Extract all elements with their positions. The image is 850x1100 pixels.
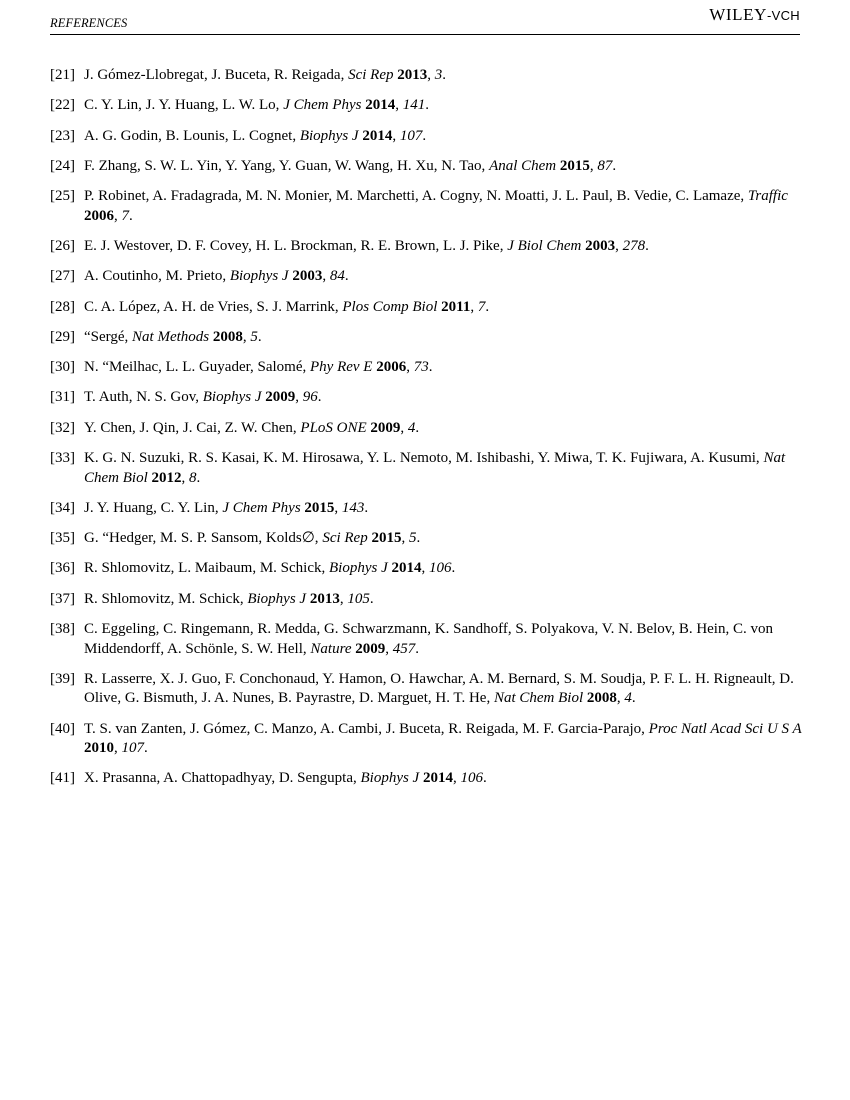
reference-number: [22] [50,97,75,114]
reference-journal: Nat Chem Biol [493,690,584,707]
reference-authors: E. J. Westover, D. F. Covey, H. L. Brockman, R. E. Brown, L. J. Pike, [84,237,504,254]
reference-authors: Y. Chen, J. Qin, J. Cai, Z. W. Chen, [84,419,297,436]
reference-year: 2013 [309,590,340,607]
reference-item: [25] P. Robinet, A. Fradagrada, M. N. Monier, M. Marchetti, A. Cogny, N. Moatti, J. L. Paul, B. Vedie, C. Lamaze, Traffic 2006, 7. [50,188,788,224]
reference-year: 2003 [292,268,323,285]
reference-journal: Nat Methods [132,328,210,345]
reference-year: 2015 [304,499,335,516]
reference-list [50,66,802,800]
reference-journal: Nature [310,640,352,657]
reference-year: 2011 [441,298,471,315]
reference-authors: R. Shlomovitz, M. Schick, [84,590,244,607]
reference-journal: Biophys J [329,560,388,577]
reference-authors: X. Prasanna, A. Chattopadhyay, D. Sengupta, [84,770,357,787]
reference-journal: Biophys J [360,770,420,787]
reference-year: 2006 [84,207,114,224]
reference-authors: R. Lasserre, X. J. Guo, F. Conchonaud, Y. Hamon, O. Hawchar, A. M. Bernard, S. M. Soudja, P. F. L. H. Rigneault, D. Olive, G. Bismuth, J. A. Nunes, B. Payrastre, D. Marguet, H. T. He, [84,670,794,707]
reference-item: [41] X. Prasanna, A. Chattopadhyay, D. Sengupta, Biophys J 2014, 106. [50,769,802,789]
reference-volume: 107 [399,127,423,144]
reference-volume: 5 [250,328,258,345]
reference-volume: 96 [302,389,318,406]
reference-number: [31] [50,389,75,406]
reference-item: [32] Y. Chen, J. Qin, J. Cai, Z. W. Chen, PLoS ONE 2009, 4. [50,419,802,439]
reference-number: [33] [50,450,75,467]
reference-journal: Phy Rev E [310,359,373,376]
reference-journal: Plos Comp Biol [342,298,438,315]
page-header [50,0,800,35]
reference-item: [21] J. Gómez-Llobregat, J. Buceta, R. Reigada, Sci Rep 2013, 3. [50,66,802,86]
reference-volume: 105 [347,590,370,607]
reference-number: [35] [50,530,75,547]
reference-year: 2014 [391,560,422,577]
reference-authors: G. “Hedger, M. S. P. Sansom, Kolds∅, [84,530,319,547]
reference-year: 2014 [365,97,396,114]
reference-authors: F. Zhang, S. W. L. Yin, Y. Yang, Y. Guan, W. Wang, H. Xu, N. Tao, [84,157,486,174]
reference-journal: Biophys J [247,590,307,607]
reference-journal: Proc Natl Acad Sci U S A [648,720,802,737]
reference-volume: 106 [460,770,483,787]
reference-item: [35] G. “Hedger, M. S. P. Sansom, Kolds∅, Sci Rep 2015, 5. [50,529,802,549]
reference-authors: K. G. N. Suzuki, R. S. Kasai, K. M. Hirosawa, Y. L. Nemoto, M. Ishibashi, Y. Miwa, T. K. Fujiwara, A. Kusumi, [84,450,760,467]
reference-journal: Biophys J [299,127,359,144]
reference-journal: Sci Rep [348,67,394,83]
reference-authors: T. S. van Zanten, J. Gómez, C. Manzo, A. Cambi, J. Buceta, R. Reigada, M. F. Garcia-Parajo, [84,720,645,737]
reference-journal: PLoS ONE [300,419,367,436]
reference-authors: J. Gómez-Llobregat, J. Buceta, R. Reigada, [84,67,345,83]
reference-volume: 84 [329,268,345,285]
reference-item: [37] R. Shlomovitz, M. Schick, Biophys J 2013, 105. [50,590,802,610]
reference-number: [34] [50,499,75,516]
reference-year: 2009 [355,640,386,657]
reference-volume: 3 [434,67,443,83]
reference-item: [38] C. Eggeling, C. Ringemann, R. Medda, G. Schwarzmann, K. Sandhoff, S. Polyakova, V. N. Belov, B. Hein, C. von Middendorff, A. Schönle, S. W. Hell, Nature 2009, 457. [50,621,773,657]
reference-volume: 7 [477,298,486,315]
reference-authors: “Sergé, [84,328,129,345]
reference-number: [40] [50,720,75,737]
reference-journal: Anal Chem [489,157,557,174]
reference-journal: J Chem Phys [283,97,362,114]
reference-volume: 73 [413,359,429,376]
reference-number: [37] [50,590,75,607]
reference-item: [39] R. Lasserre, X. J. Guo, F. Conchonaud, Y. Hamon, O. Hawchar, A. M. Bernard, S. M. Soudja, P. F. L. H. Rigneault, D. Olive, G. Bismuth, J. A. Nunes, B. Payrastre, D. Marguet, H. T. He, Nat Chem Biol 2008, 4. [50,670,794,707]
section-title: REFERENCES [50,16,128,30]
reference-year: 2015 [371,530,402,547]
reference-year: 2012 [151,469,182,486]
reference-number: [39] [50,670,75,687]
reference-authors: C. A. López, A. H. de Vries, S. J. Marrink, [84,298,339,315]
reference-year: 2003 [585,237,616,254]
reference-year: 2008 [212,328,243,345]
reference-item: [27] A. Coutinho, M. Prieto, Biophys J 2003, 84. [50,267,802,287]
reference-number: [27] [50,268,75,285]
reference-item: [40] T. S. van Zanten, J. Gómez, C. Manzo, A. Cambi, J. Buceta, R. Reigada, M. F. Garcia-Parajo, Proc Natl Acad Sci U S A 2010, 107. [50,720,802,757]
reference-volume: 4 [624,690,632,707]
reference-journal: J Chem Phys [222,499,301,516]
reference-journal: Nat Chem Biol [84,450,786,486]
reference-volume: 5 [408,530,417,547]
reference-volume: 8 [189,469,197,486]
reference-authors: T. Auth, N. S. Gov, [84,389,200,406]
reference-volume: 141 [402,97,426,114]
reference-item: [31] T. Auth, N. S. Gov, Biophys J 2009, 96. [50,388,802,408]
reference-number: [23] [50,127,75,144]
reference-item: [33] K. G. N. Suzuki, R. S. Kasai, K. M. Hirosawa, Y. L. Nemoto, M. Ishibashi, Y. Miwa, T. K. Fujiwara, A. Kusumi, Nat Chem Biol 2012, 8. [50,450,786,486]
reference-volume: 143 [341,499,365,516]
reference-year: 2010 [84,740,114,757]
reference-item: [26] E. J. Westover, D. F. Covey, H. L. Brockman, R. E. Brown, L. J. Pike, J Biol Chem 2003, 278. [50,237,802,257]
reference-year: 2009 [370,419,401,436]
reference-authors: P. Robinet, A. Fradagrada, M. N. Monier, M. Marchetti, A. Cogny, N. Moatti, J. L. Paul, B. Vedie, C. Lamaze, [84,188,745,205]
reference-item: [30] N. “Meilhac, L. L. Guyader, Salomé, Phy Rev E 2006, 73. [50,358,802,378]
reference-volume: 87 [597,157,613,174]
reference-volume: 7 [121,207,129,224]
reference-authors: J. Y. Huang, C. Y. Lin, [84,499,219,516]
reference-number: [30] [50,359,75,376]
reference-authors: C. Y. Lin, J. Y. Huang, L. W. Lo, [84,97,280,114]
reference-authors: N. “Meilhac, L. L. Guyader, Salomé, [84,359,307,376]
reference-number: [32] [50,419,75,436]
publisher-logo [709,5,800,25]
reference-volume: 106 [428,560,452,577]
reference-volume: 278 [622,237,646,254]
reference-journal: J Biol Chem [507,237,582,254]
reference-year: 2013 [397,67,428,83]
reference-item: [24] F. Zhang, S. W. L. Yin, Y. Yang, Y. Guan, W. Wang, H. Xu, N. Tao, Anal Chem 2015, 87. [50,157,802,177]
reference-authors: A. Coutinho, M. Prieto, [84,268,227,285]
reference-journal: Biophys J [229,268,289,285]
reference-year: 2014 [362,127,393,144]
reference-number: [26] [50,237,75,254]
reference-journal: Traffic [747,188,788,205]
reference-year: 2009 [265,389,296,406]
reference-item: [29] “Sergé, Nat Methods 2008, 5. [50,328,802,348]
reference-volume: 4 [407,419,416,436]
reference-number: [21] [50,67,75,83]
publisher-logo-sub: -VCH [767,8,800,23]
reference-year: 2006 [376,359,407,376]
publisher-logo-main: WILEY [709,5,768,24]
reference-item: [23] A. G. Godin, B. Lounis, L. Cognet, Biophys J 2014, 107. [50,127,802,147]
reference-journal: Sci Rep [322,530,368,547]
reference-authors: A. G. Godin, B. Lounis, L. Cognet, [84,127,297,144]
reference-authors: R. Shlomovitz, L. Maibaum, M. Schick, [84,560,326,577]
reference-number: [29] [50,328,75,345]
reference-year: 2015 [559,157,590,174]
reference-item: [36] R. Shlomovitz, L. Maibaum, M. Schick, Biophys J 2014, 106. [50,559,802,579]
reference-item: [34] J. Y. Huang, C. Y. Lin, J Chem Phys 2015, 143. [50,499,802,519]
reference-number: [41] [50,770,75,787]
reference-volume: 107 [121,740,144,757]
reference-year: 2014 [422,770,453,787]
reference-journal: Biophys J [202,389,262,406]
reference-authors: C. Eggeling, C. Ringemann, R. Medda, G. Schwarzmann, K. Sandhoff, S. Polyakova, V. N. Belov, B. Hein, C. von Middendorff, A. Schönle, S. W. Hell, [84,621,773,657]
reference-number: [38] [50,621,75,638]
reference-item: [28] C. A. López, A. H. de Vries, S. J. Marrink, Plos Comp Biol 2011, 7. [50,298,802,318]
reference-item: [22] C. Y. Lin, J. Y. Huang, L. W. Lo, J Chem Phys 2014, 141. [50,96,802,116]
reference-number: [28] [50,298,75,315]
reference-year: 2008 [586,690,617,707]
reference-number: [36] [50,560,75,577]
reference-number: [24] [50,157,75,174]
reference-volume: 457 [392,640,416,657]
reference-number: [25] [50,188,75,205]
